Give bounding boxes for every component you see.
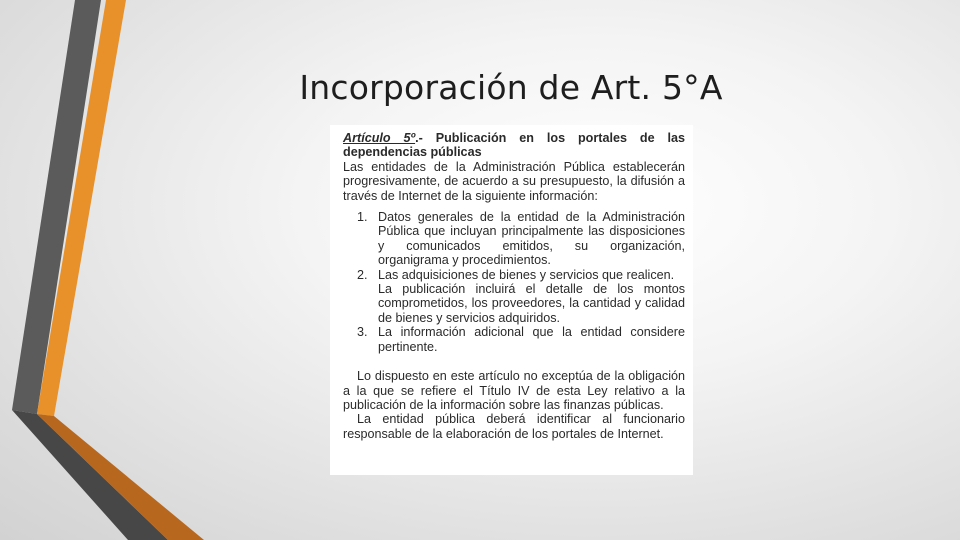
article-intro: Las entidades de la Administración Pública establecerán progresivamente, de acuerdo a su presupuesto, la difusión a través de Internet de la siguiente información: bbox=[343, 159, 685, 203]
slide-title: Incorporación de Art. 5°A bbox=[299, 68, 723, 107]
list-item-number: 1. bbox=[357, 210, 368, 225]
list-item bbox=[343, 325, 685, 354]
list-item-number: 2. bbox=[357, 267, 368, 282]
article-items-list bbox=[343, 210, 685, 354]
list-item-text: Datos generales de la entidad de la Administración Pública que incluyan principalmente las disposiciones y comunicados emitidos, su organización, organigrama y procedimientos. bbox=[378, 210, 685, 268]
dark-gray-diagonal-stripe bbox=[12, 410, 168, 540]
closing-paragraph: Lo dispuesto en este artículo no exceptúa de la obligación a la que se refiere el Título IV de esta Ley relativo a la publicación de la información sobre las finanzas públicas. bbox=[343, 369, 685, 412]
closing-paragraph-2: La entidad pública deberá identificar al funcionario responsable de la elaboración de los portales de Internet. bbox=[343, 412, 685, 441]
list-item-text: Las adquisiciones de bienes y servicios que realicen. bbox=[378, 267, 675, 282]
article-excerpt-image bbox=[330, 125, 693, 475]
list-item bbox=[343, 268, 685, 326]
list-item bbox=[343, 210, 685, 268]
list-item-subtext: La publicación incluirá el detalle de los montos comprometidos, los proveedores, la cantidad y calidad de bienes y servicios adquiridos. bbox=[378, 282, 685, 325]
list-item-number: 3. bbox=[357, 325, 368, 340]
article-title: .- Publicación en los portales de las dependencias públicas bbox=[343, 131, 685, 160]
article-heading bbox=[343, 131, 685, 160]
list-item-text: La información adicional que la entidad considere pertinente. bbox=[378, 325, 685, 354]
article-number: Artículo 5º bbox=[343, 131, 416, 145]
